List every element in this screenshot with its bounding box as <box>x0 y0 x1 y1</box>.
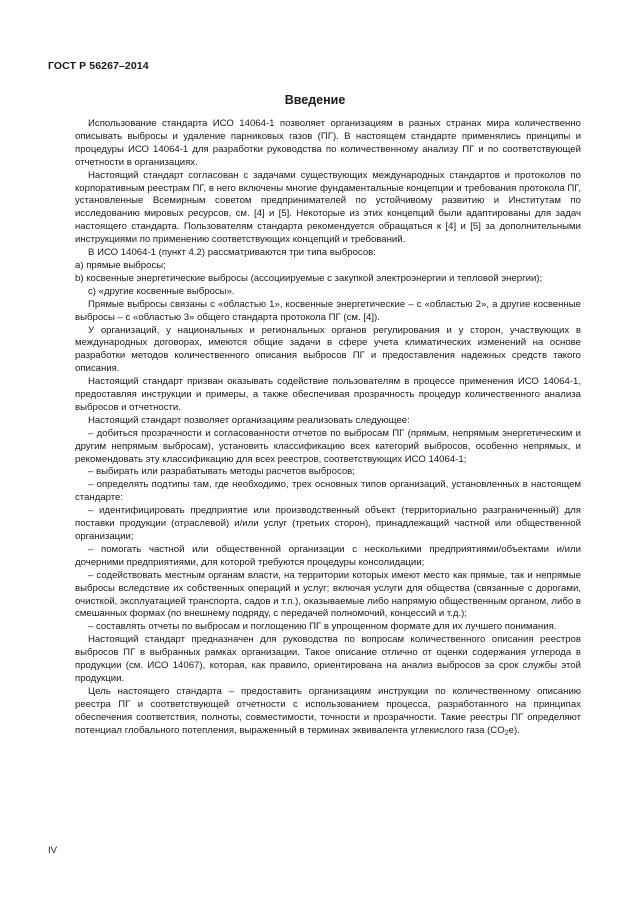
paragraph: Настоящий стандарт призван оказывать содействие пользователям в процессе применения ИСО 14064-1, предоставляя инструкции и примеры, а также обеспечивая прозрачность процедур количественного анализа выбросов и отчетности. <box>75 376 581 413</box>
paragraph-text: Цель настоящего стандарта – предоставить организациям инструкции по количественному описанию реестра ПГ и соответствующей отчетности с использованием процесса, разработанного на принципах обеспечения соответствия, полноты, совместимости, точности и прозрачности. Такие реестры ПГ определяют потенциал глобального потепления, выраженный в терминах эквивалента углекислого газа (CO <box>75 685 581 736</box>
paragraph-last <box>75 686 581 738</box>
section-title: Введение <box>284 93 346 107</box>
paragraph: Прямые выбросы связаны с «областью 1», косвенные энергетические – с «областью 2», а другие косвенные выбросы – с «областью 3» общего стандарта протокола ПГ (см. [4]). <box>75 298 581 323</box>
page-number: IV <box>48 845 58 856</box>
list-item: c) «другие косвенные выбросы». <box>88 285 235 297</box>
list-item: – составлять отчеты по выбросам и поглощению ПГ в упрощенном формате для их лучшего понимания. <box>88 621 557 633</box>
list-item: – содействовать местным органам власти, на территории которых имеют место как прямые, так и непрямые выбросы вследствие их собственных операций и услуг; включая услуги для общества (связанные с дорогами, очисткой, эксплуатацией транспорта, садов и т.п.), оказываемые либо напрямую общественным органом, либо в смешанных формах (по внешнему подряду, с передачей полномочий, концессий и т.д.); <box>75 569 581 620</box>
paragraph-tail: е). <box>508 724 520 736</box>
list-item: – определять подтипы там, где необходимо, трех основных типов организаций, установленных в настоящем стандарте: <box>75 479 581 504</box>
list-item: – добиться прозрачности и согласованности отчетов по выбросам ПГ (прямым, непрямым энергетическим и другим непрямым выбросам), установить классификацию всех категорий выбросов, особенно непрямых, и рекомендовать эту классификацию для всех реестров, соответствующих ИСО 14064-1; <box>75 427 581 465</box>
subscript: 2 <box>504 729 509 737</box>
document-code: ГОСТ Р 56267–2014 <box>48 60 149 72</box>
list-item: b) косвенные энергетические выбросы (ассоциируемые с закупкой электроэнергии и тепловой энергии); <box>75 272 543 284</box>
paragraph: Настоящий стандарт позволяет организациям реализовать следующее: <box>88 414 410 426</box>
list-item: – выбирать или разрабатывать методы расчетов выбросов; <box>88 466 355 478</box>
list-item: – помогать частной или общественной организации с несколькими предприятиями/объектами и/или дочерними предприятиями, для которой требуются процедуры консолидации; <box>75 543 581 568</box>
paragraph: У организаций, у национальных и региональных органов регулирования и у сторон, участвующих в международных договорах, имеются общие задачи в сфере учета климатических изменений на основе разработки методов количественного описания выбросов ПГ и предоставления надежных средств такого описания. <box>75 324 581 375</box>
body-text <box>75 118 581 738</box>
list-item: а) прямые выбросы; <box>75 259 166 271</box>
paragraph: Использование стандарта ИСО 14064-1 позволяет организациям в разных странах мира количественно описывать выбросы и удаление парниковых газов (ПГ). В настоящем стандарте применялись принципы и процедуры ИСО 14064-1 для разработки руководства по количественному анализу ПГ и по соответствующей отчетности в организациях. <box>75 118 581 168</box>
list-item: – идентифицировать предприятие или производственный объект (территориально разграниченный) для поставки продукции (отраслевой) и/или услуг (третьих сторон), принадлежащий частной или общественной организации; <box>75 505 581 542</box>
paragraph: Настоящий стандарт согласован с задачами существующих международных стандартов и протоколов по корпоративным реестрам ПГ, в него включены многие фундаментальные концепции и требования протокола ПГ, установленные Всемирным советом предпринимателей по устойчивому развитию и Институтам по исследованию мировых ресурсов, см. [4] и [5]. Некоторые из этих концепций были адаптированы для задач настоящего стандарта. Пользователям стандарта рекомендуется обращаться к [4] и [5] за дополнительными инструкциями по применению соответствующих концепций и требований. <box>75 169 581 246</box>
paragraph: В ИСО 14064-1 (пункт 4.2) рассматриваются три типа выбросов: <box>88 247 376 259</box>
paragraph: Настоящий стандарт предназначен для руководства по вопросам количественного описания реестров выбросов ПГ в выбранных рамках организации. Такое описание отлично от оценки содержания углерода в продукции (см. ИСО 14067), которая, как правило, ориентирована на анализ выбросов за срок службы этой продукции. <box>75 634 581 684</box>
